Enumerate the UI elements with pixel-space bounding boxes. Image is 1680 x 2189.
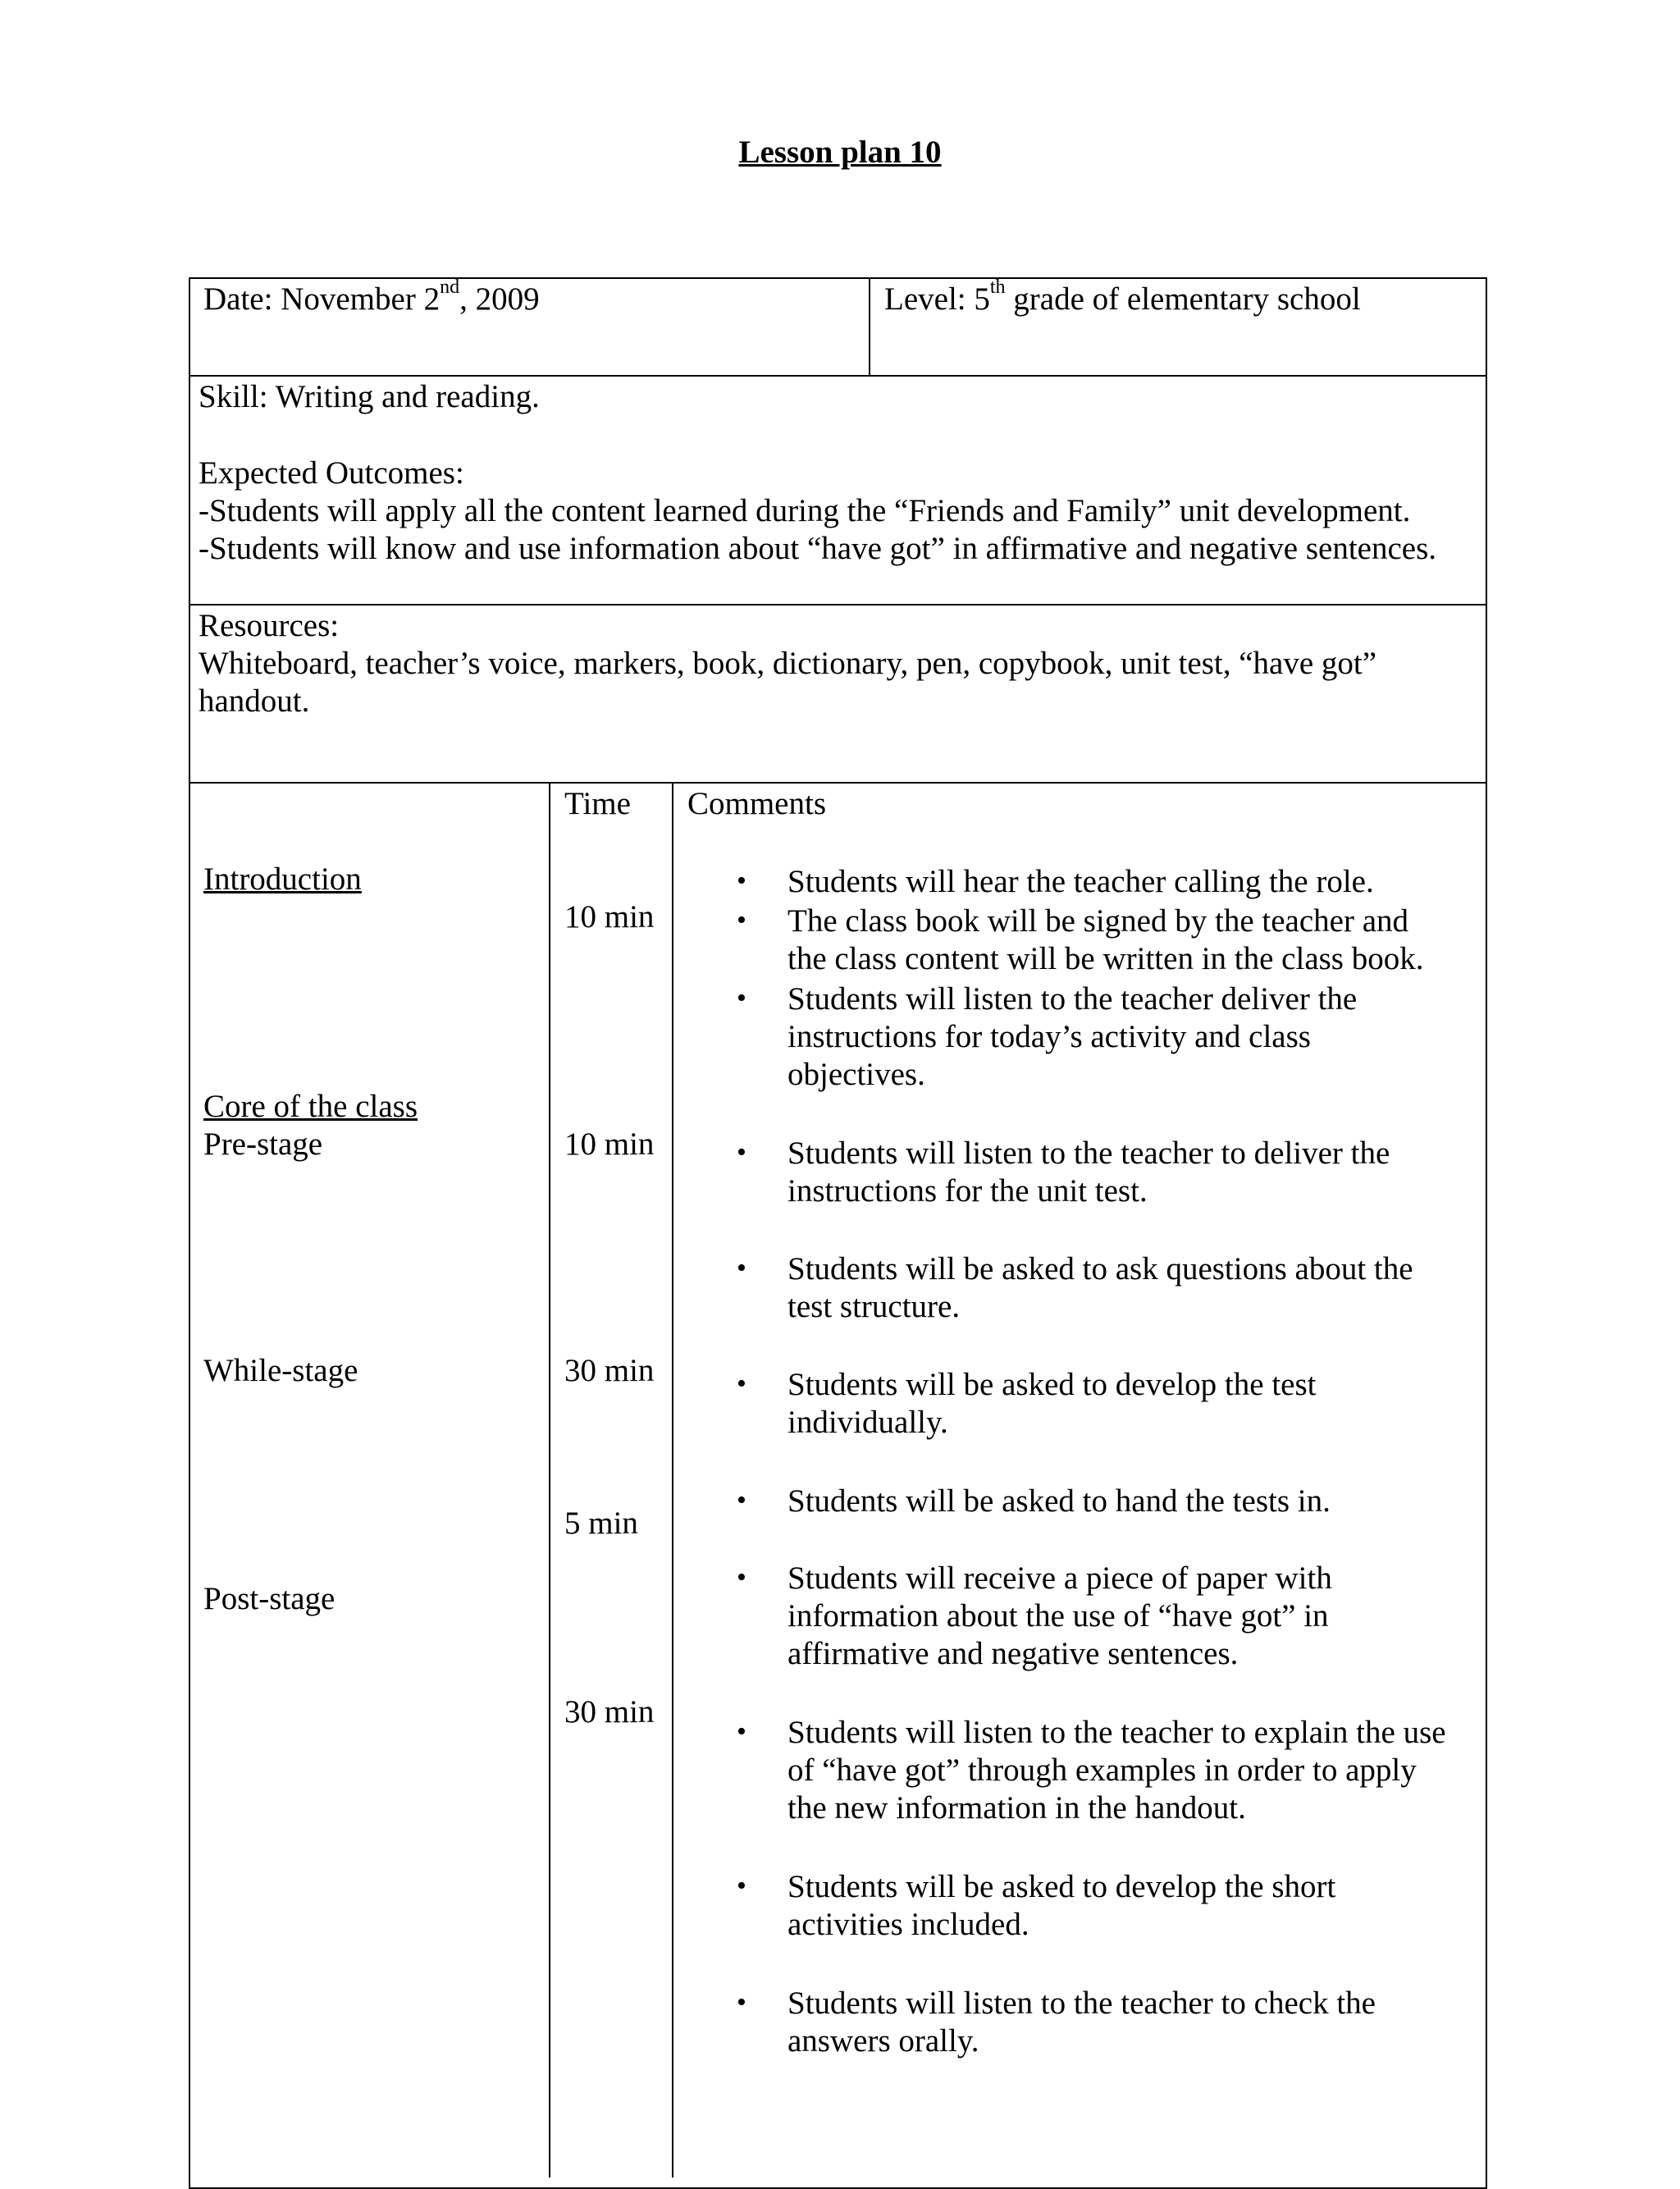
stage-pre: Pre-stage — [203, 1126, 323, 1162]
comment-line: Students will listen to the teacher to deliver the — [788, 1136, 1390, 1171]
bullet: • — [737, 1253, 746, 1283]
comment-line: Students will listen to the teacher deliver the — [788, 981, 1358, 1017]
row-divider-resources — [189, 782, 1487, 784]
comment-line: activities included. — [788, 1907, 1029, 1942]
date-suffix: nd — [440, 276, 460, 298]
date-field — [203, 276, 540, 318]
skill-text: Skill: Writing and reading. — [199, 379, 540, 414]
time-header: Time — [564, 786, 631, 821]
bullet: • — [737, 1369, 746, 1399]
level-label: Level: 5 — [884, 281, 990, 317]
time-column-divider — [672, 783, 673, 2178]
stage-column-divider — [549, 783, 550, 2178]
comment-line: the new information in the handout. — [788, 1790, 1246, 1826]
bullet: • — [737, 1871, 746, 1901]
resources-line: handout. — [199, 683, 310, 719]
comment-line: answers orally. — [788, 2023, 979, 2059]
row-divider-header — [189, 375, 1487, 377]
row-divider-skill — [189, 604, 1487, 606]
comment-line: test structure. — [788, 1289, 961, 1324]
page-title: Lesson plan 10 — [738, 135, 942, 170]
bullet: • — [737, 983, 746, 1013]
stage-introduction: Introduction — [203, 861, 362, 897]
date-year: , 2009 — [459, 281, 540, 317]
date-label: Date: November 2 — [203, 281, 441, 317]
bullet: • — [737, 866, 746, 896]
outcomes-heading: Expected Outcomes: — [199, 455, 464, 491]
comment-line: instructions for today’s activity and class — [788, 1019, 1311, 1054]
comment-line: information about the use of “have got” in — [788, 1598, 1329, 1634]
resources-heading: Resources: — [199, 608, 340, 643]
comment-line: instructions for the unit test. — [788, 1173, 1148, 1209]
comment-line: Students will receive a piece of paper with — [788, 1561, 1332, 1596]
level-suffix: th — [989, 276, 1006, 298]
bullet: • — [737, 1485, 746, 1515]
time-value: 10 min — [564, 899, 655, 935]
resources-line: Whiteboard, teacher’s voice, markers, book, dictionary, pen, copybook, unit test, “have got” — [199, 646, 1377, 681]
bullet: • — [737, 1716, 746, 1747]
bullet: • — [737, 1562, 746, 1593]
comment-line: of “have got” through examples in order to apply — [788, 1753, 1417, 1788]
comment-line: Students will be asked to hand the tests in. — [788, 1483, 1331, 1519]
comment-line: The class book will be signed by the teacher and — [788, 903, 1409, 939]
comments-header: Comments — [687, 786, 827, 821]
level-text: grade of elementary school — [1005, 281, 1361, 317]
outcome-item: -Students will know and use information about “have got” in affirmative and negative sentences. — [199, 531, 1437, 566]
comment-line: Students will listen to the teacher to check the — [788, 1986, 1376, 2021]
comment-line: the class content will be written in the class book. — [788, 941, 1424, 976]
comment-line: objectives. — [788, 1057, 925, 1092]
outcome-item: -Students will apply all the content learned during the “Friends and Family” unit development. — [199, 493, 1411, 528]
bullet: • — [737, 1137, 746, 1168]
comment-line: Students will be asked to develop the short — [788, 1869, 1336, 1904]
comment-line: individually. — [788, 1405, 948, 1440]
comment-line: Students will listen to the teacher to explain the use — [788, 1715, 1446, 1750]
time-value: 10 min — [564, 1126, 655, 1162]
bullet: • — [737, 905, 746, 935]
stage-while: While-stage — [203, 1353, 358, 1388]
bullet: • — [737, 1987, 746, 2018]
comment-line: Students will be asked to develop the test — [788, 1367, 1317, 1402]
time-value: 30 min — [564, 1694, 655, 1730]
time-value: 5 min — [564, 1506, 638, 1541]
level-field — [884, 276, 1361, 318]
stage-post: Post-stage — [203, 1581, 336, 1616]
comment-line: affirmative and negative sentences. — [788, 1636, 1239, 1671]
comment-line: Students will hear the teacher calling the role. — [788, 864, 1374, 899]
time-value: 30 min — [564, 1353, 655, 1388]
stage-core: Core of the class — [203, 1089, 418, 1124]
header-column-divider — [869, 277, 870, 376]
comment-line: Students will be asked to ask questions about the — [788, 1251, 1413, 1286]
